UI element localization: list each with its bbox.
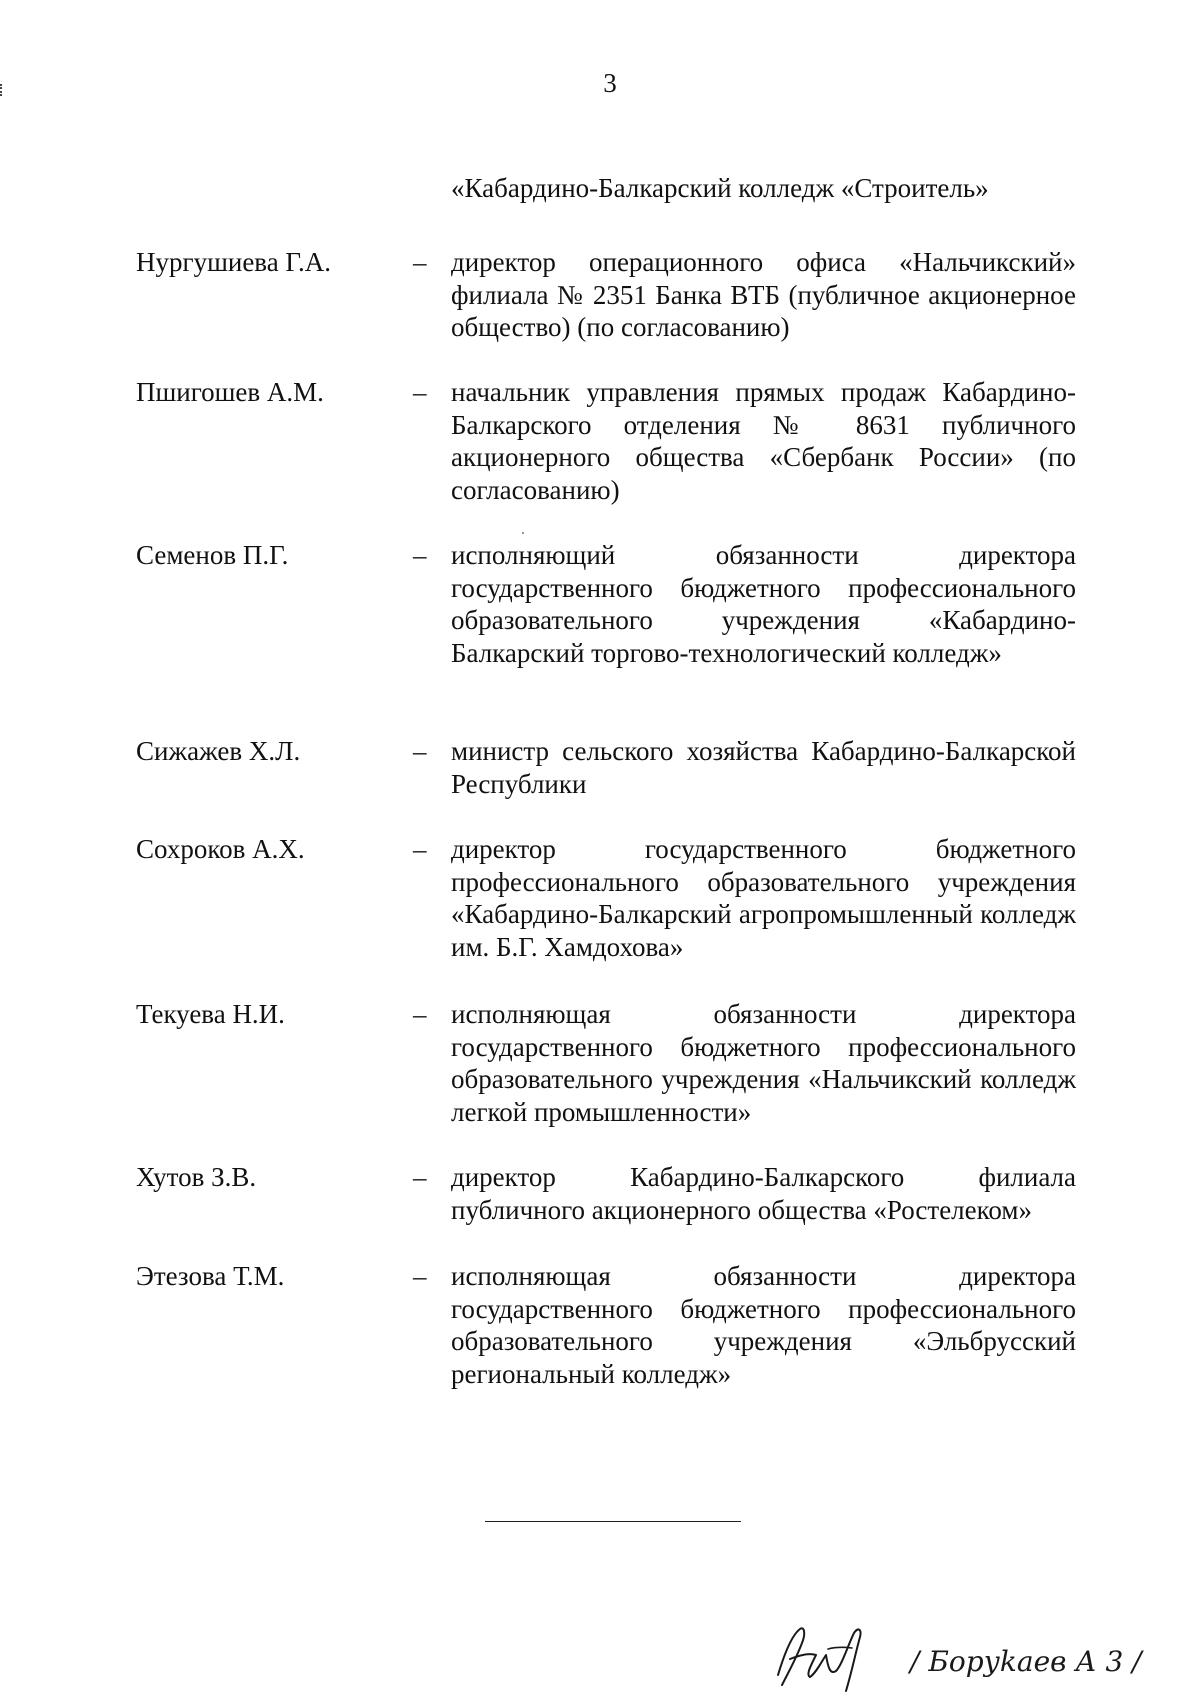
position-description: исполняющая обязанности директора государственного бюджетного профессионального образовательного учреждения «Нальчикский колледж легкой промышленности»	[451, 999, 1076, 1127]
dash-separator: –	[413, 834, 427, 864]
scan-margin-mark	[0, 84, 5, 96]
dash-separator: –	[413, 1261, 427, 1291]
list-item	[136, 246, 1076, 344]
dash-separator: –	[413, 247, 427, 277]
position-description: директор операционного офиса «Нальчикский» филиала № 2351 Банка ВТБ (публичное акционерное общество) (по согласованию)	[451, 247, 1076, 343]
handwritten-note: / Боруkaeв А 3 /	[910, 1645, 1142, 1678]
page-number: 3	[603, 68, 617, 98]
continuation-line: «Кабардино-Балкарский колледж «Строитель»	[451, 173, 989, 203]
list-item	[136, 998, 1076, 1128]
signature-area	[770, 1615, 1150, 1697]
person-name: Этезова Т.М.	[136, 1261, 285, 1291]
dash-separator: –	[413, 540, 427, 570]
list-item	[136, 539, 1076, 669]
position-description: исполняющая обязанности директора государственного бюджетного профессионального образовательного учреждения «Эльбрусский региональный колледж»	[451, 1261, 1076, 1389]
dash-separator: –	[413, 736, 427, 766]
list-item	[136, 1161, 1076, 1226]
person-name: Хутов З.В.	[136, 1162, 257, 1192]
dash-separator: –	[413, 377, 427, 407]
position-description: исполняющий обязанности директора государственного бюджетного профессионального образовательного учреждения «Кабардино-Балкарский торгово-технологический колледж»	[451, 540, 1076, 668]
scan-speck	[522, 532, 524, 534]
position-description: директор государственного бюджетного профессионального образовательного учреждения «Кабардино-Балкарский агропромышленный колледж им. Б.Г. Хамдохова»	[451, 834, 1076, 962]
list-item	[136, 833, 1076, 963]
dash-separator: –	[413, 1162, 427, 1192]
person-name: Пшигошев А.М.	[136, 377, 324, 407]
person-name: Семенов П.Г.	[136, 540, 289, 570]
handwritten-signature	[770, 1615, 1150, 1697]
list-item	[136, 735, 1076, 800]
position-description: директор Кабардино-Балкарского филиала публичного акционерного общества «Ростелеком»	[451, 1162, 1076, 1225]
end-separator-line	[485, 1521, 741, 1522]
person-name: Сохроков А.Х.	[136, 834, 305, 864]
person-name: Сижажев Х.Л.	[136, 736, 301, 766]
person-name: Нургушиева Г.А.	[136, 247, 331, 277]
list-item	[136, 1260, 1076, 1390]
dash-separator: –	[413, 999, 427, 1029]
position-description: министр сельского хозяйства Кабардино-Балкарской Республики	[451, 736, 1076, 799]
person-name: Текуева Н.И.	[136, 999, 285, 1029]
position-description: начальник управления прямых продаж Кабардино-Балкарского отделения № 8631 публичного акционерного общества «Сбербанк России» (по согласованию)	[451, 377, 1076, 505]
list-item	[136, 376, 1076, 506]
